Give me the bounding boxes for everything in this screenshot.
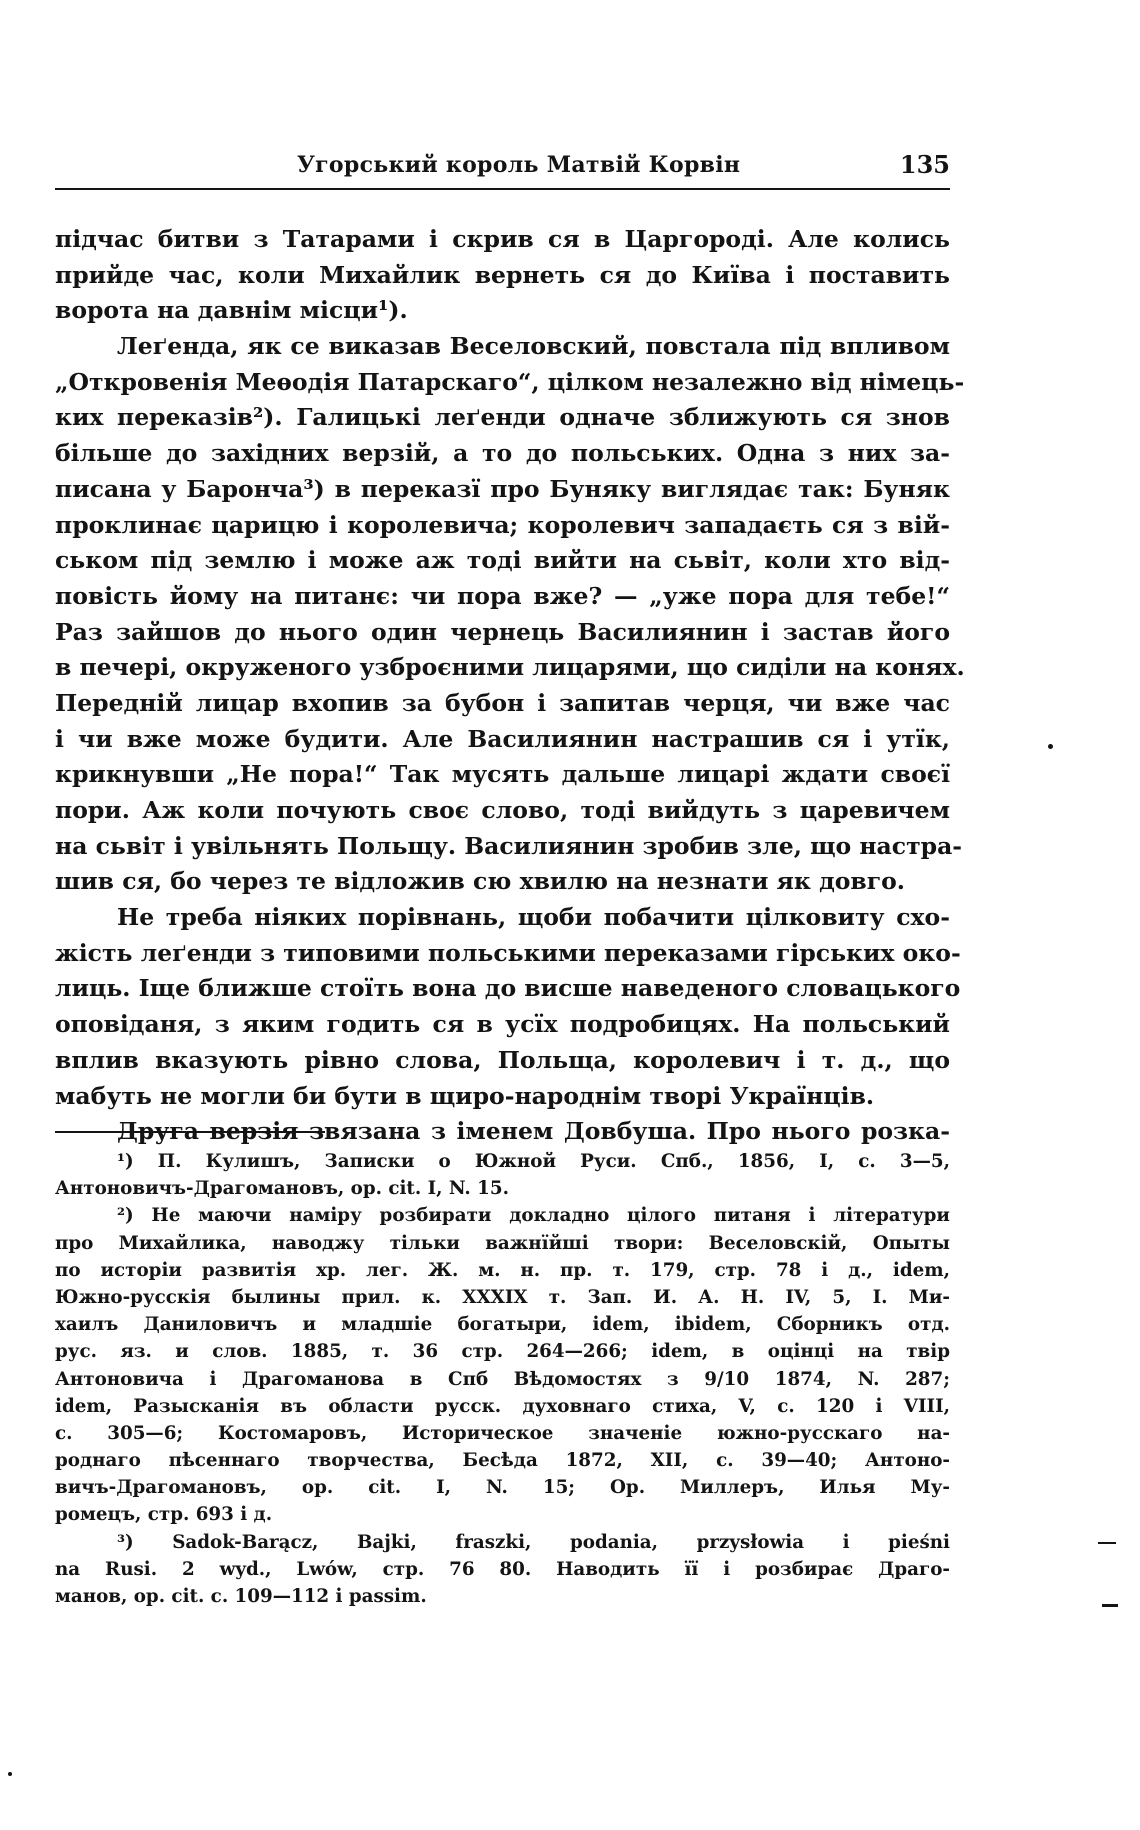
text-line: повість йому на питанє: чи пора вже? — „уже пора для тебе!“: [55, 581, 950, 610]
footnote-line: с. 305—6; Костомаровъ, Историческое значеніе южно-русскаго на-: [55, 1422, 950, 1444]
footnote-line: na Rusi. 2 wyd., Lwów, стр. 76 80. Наводить її і розбирає Драго-: [55, 1558, 950, 1580]
scan-dot: [8, 1772, 12, 1776]
footnote-line: рус. яз. и слов. 1885, т. 36 стр. 264—266; idem, в оцінці на твір: [55, 1341, 950, 1363]
footnote-line: про Михайлика, наводжу тільки важнїйші твори: Веселовскій, Опыты: [55, 1232, 950, 1254]
footnote-line: ²) Не маючи наміру розбирати докладно цілого питаня і літератури: [117, 1205, 950, 1227]
footnote-line: манов, op. cit. с. 109—112 і passim.: [55, 1586, 427, 1607]
running-title: Угорський король Матвій Корвін: [297, 152, 741, 178]
text-line: ворота на давнім місци¹).: [55, 296, 408, 325]
paragraph-start-line: Не треба ніяких порівнань, щоби побачити цілковиту схо-: [117, 903, 950, 932]
footnote-line: ³) Sadok-Barącz, Bajki, fraszki, podania, przysłowia i pieśni: [117, 1531, 950, 1553]
text-line: на сьвіт і увільнять Польщу. Василиянин зробив зле, що настра-: [55, 831, 963, 860]
text-line: підчас битви з Татарами і скрив ся в Царгороді. Але колись: [55, 225, 950, 253]
footnote-line: ¹) П. Кулишъ, Записки о Южной Руси. Спб., 1856, I, с. 3—5,: [117, 1151, 950, 1172]
text-line: вплив вказують рівно слова, Польща, королевич і т. д., що: [55, 1045, 950, 1074]
text-line: Передній лицар вхопив за бубон і запитав черця, чи вже час: [55, 688, 950, 717]
main-text: [55, 222, 965, 1150]
text-line: оповіданя, з яким годить ся в усїх подробицях. На польський: [55, 1010, 950, 1039]
scan-dash: [1102, 1604, 1118, 1607]
footnote-line: idem, Разысканія въ области русск. духовнаго стиха, V, с. 120 і VIII,: [55, 1395, 950, 1417]
text-line: жість леґенди з типовими польськими переказами гірських око-: [55, 938, 961, 967]
footnote-line: роднаго пѣсеннаго творчества, Бесѣда 1872, XII, с. 39—40; Антоно-: [55, 1450, 950, 1472]
footnote-line: Южно-русскія былины прил. к. XXXIX т. Зап. И. А. Н. IV, 5, I. Ми-: [55, 1286, 950, 1308]
footnote-line: вичъ-Драгомановъ, op. cit. I, N. 15; Ор. Миллеръ, Илья Му-: [55, 1477, 950, 1499]
text-line: писана у Баронча³) в переказї про Буняку виглядає так: Буняк: [55, 474, 950, 503]
text-line: більше до західних верзій, а то до польських. Одна з них за-: [55, 439, 950, 468]
text-line: шив ся, бо через те відложив сю хвилю на незнати як довго.: [55, 867, 905, 896]
text-line: і чи вже може будити. Але Василиянин настрашив ся і утїк,: [55, 724, 950, 753]
text-line: ких переказів²). Галицькі леґенди одначе зближують ся знов: [55, 403, 950, 432]
footnote-separator: [55, 1131, 325, 1133]
footnote-line: ромецъ, стр. 693 і д.: [55, 1504, 273, 1526]
footnote-line: хаилъ Даниловичъ и младшіе богатыри, idem, ibidem, Сборникъ отд.: [55, 1314, 950, 1336]
paragraph-start-line: Леґенда, як се виказав Веселовский, повстала під впливом: [117, 332, 950, 361]
footnote-line: Антоновичъ-Драгомановъ, op. cit. I, N. 15.: [55, 1178, 509, 1200]
scan-dash: [1098, 1542, 1116, 1544]
text-line: лиць. Іще ближше стоїть вона до висше наведеного словацького: [55, 974, 961, 1003]
text-line: мабуть не могли би бути в щиро-народнім творі Українців.: [55, 1081, 875, 1110]
page-number: 135: [899, 150, 950, 179]
text-line: проклинає царицю і королевича; королевич западаєть ся з вій-: [55, 510, 950, 539]
text-line: крикнувши „Не пора!“ Так мусять дальше лицарі ждати своєї: [55, 760, 950, 789]
running-header: [55, 148, 950, 190]
text-line: Раз зайшов до нього один чернець Василиянин і застав його: [55, 617, 950, 646]
text-line: „Откровенія Меѳодія Патарскаго“, цілком незалежно від німець-: [55, 367, 965, 396]
footnote-line: по исторіи развитія хр. лег. Ж. м. н. пр. т. 179, стр. 78 і д., idem,: [55, 1259, 950, 1281]
text-line: в печері, окруженого узброєними лицарями, що сиділи на конях.: [55, 653, 965, 682]
text-line: прийде час, коли Михайлик вернеть ся до Київа і поставить: [55, 260, 950, 289]
text-line: пори. Аж коли почують своє слово, тоді вийдуть з царевичем: [55, 796, 950, 824]
scan-dot: [1048, 744, 1053, 749]
text-line: ськом під землю і може аж тоді вийти на сьвіт, коли хто від-: [55, 546, 950, 575]
footnotes: [55, 1148, 950, 1610]
footnote-line: Антоновича і Драгоманова в Спб Вѣдомостях з 9/10 1874, N. 287;: [55, 1368, 950, 1390]
paragraph-start-line: Друга верзія звязана з іменем Довбуша. Про нього розка-: [117, 1117, 950, 1146]
